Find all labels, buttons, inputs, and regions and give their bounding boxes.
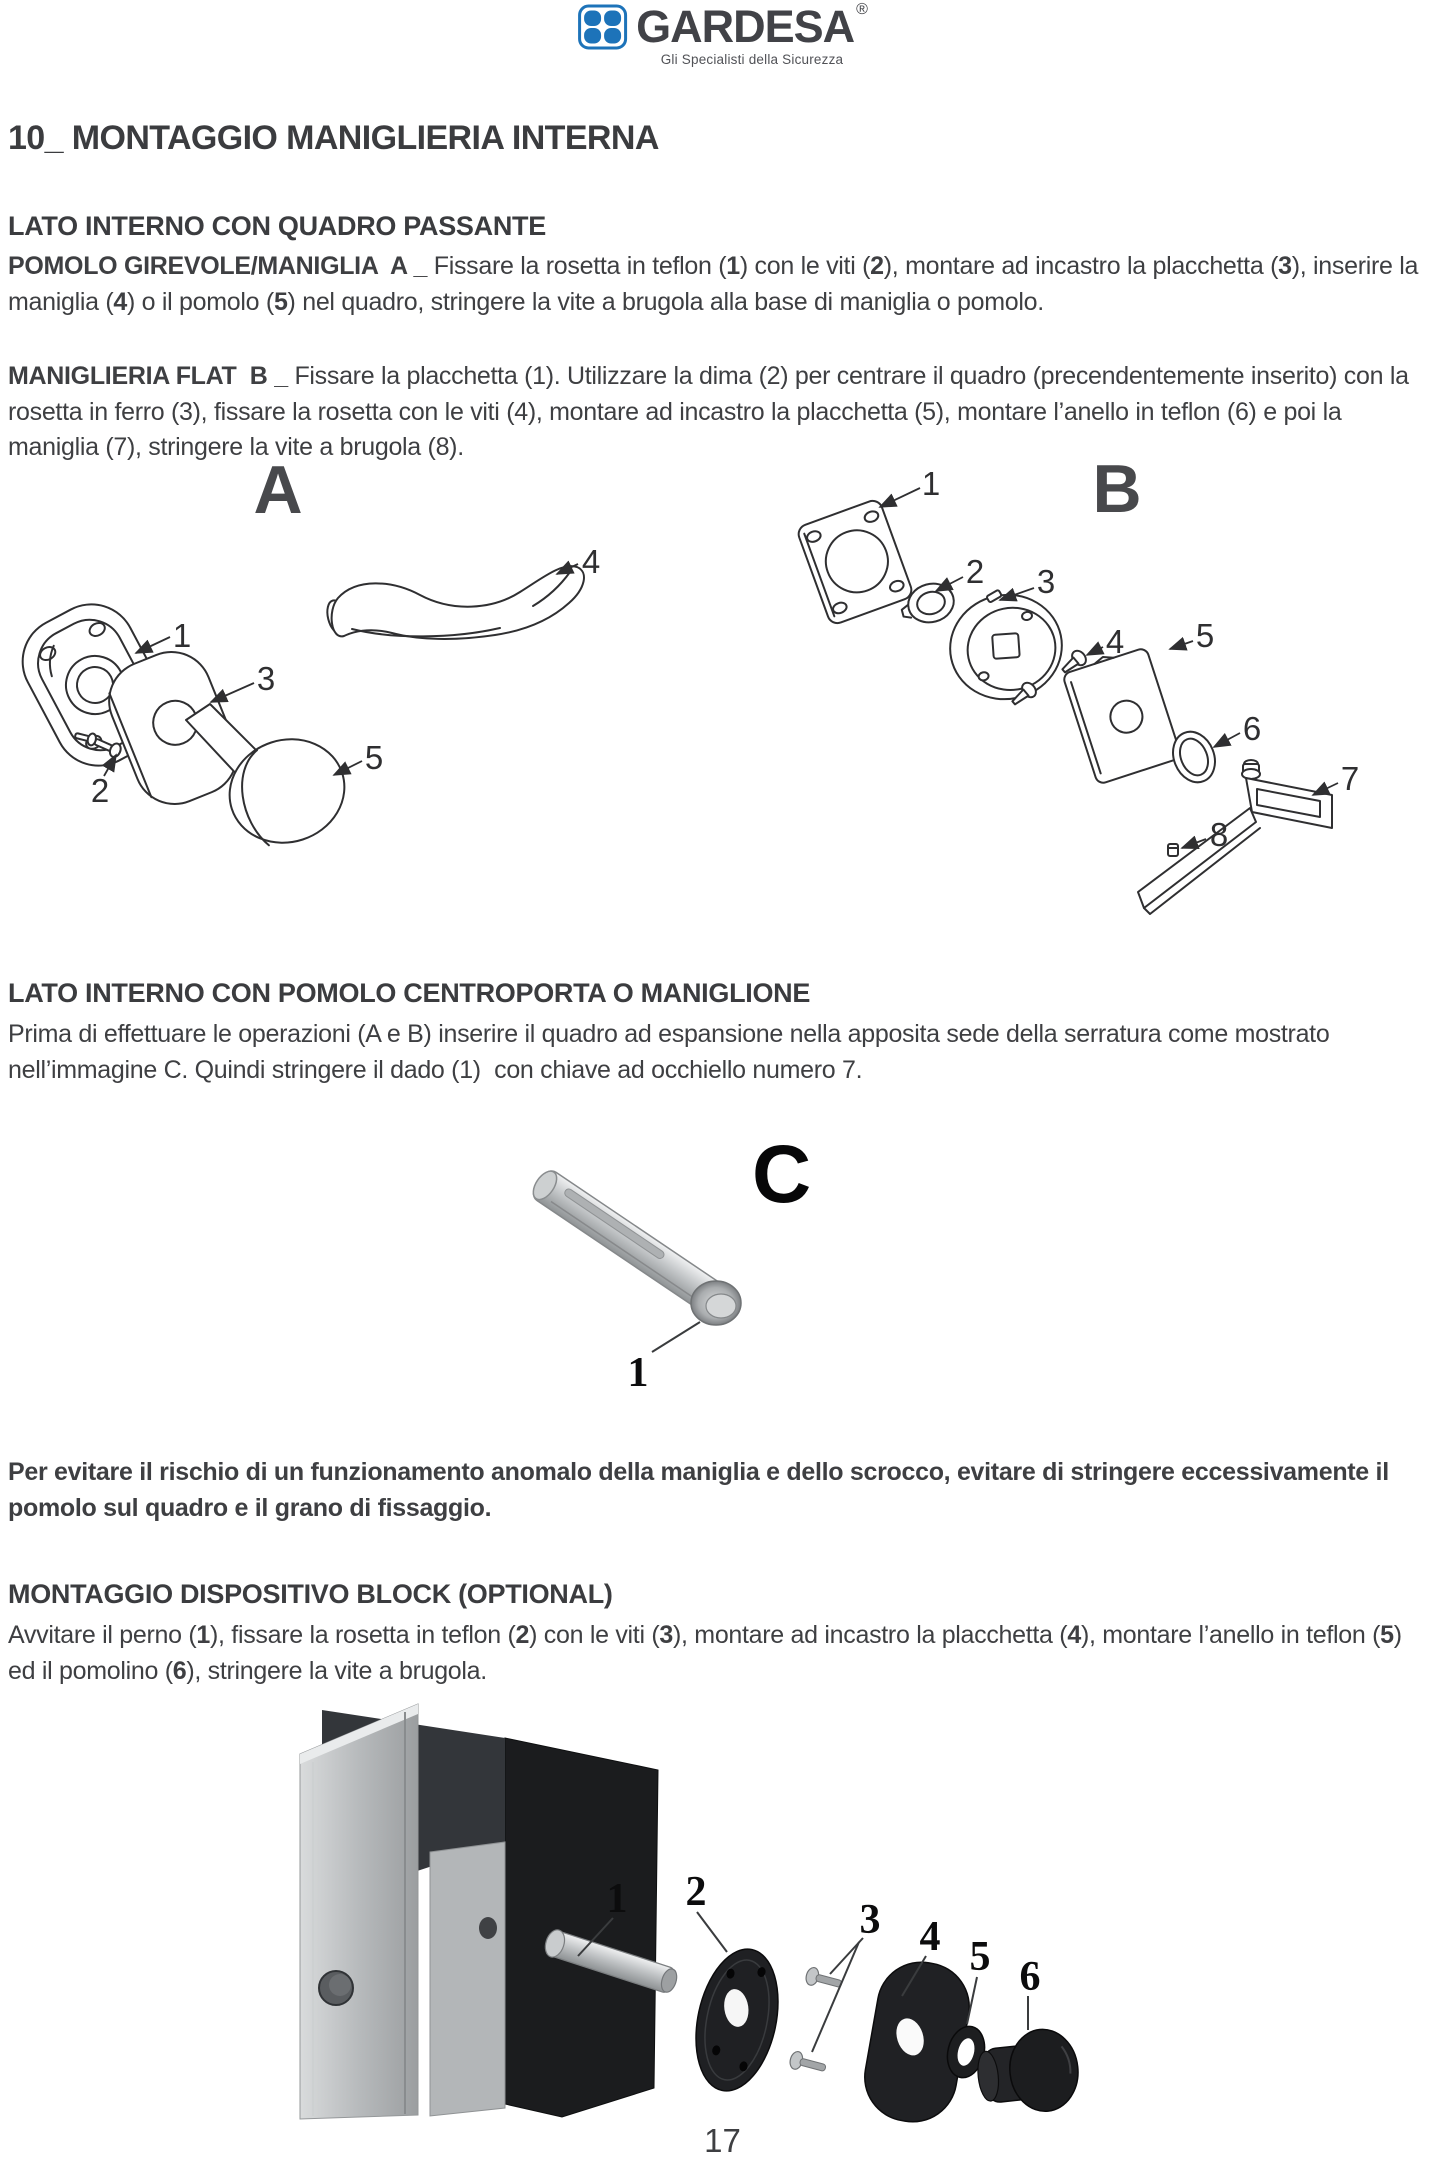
instructions-maniglieria-flat: MANIGLIERIA FLAT B _ Fissare la placchetta (1). Utilizzare la dima (2) per centrare il quadro (precendentemente inserito) con la rosetta in ferro (3), fissare la rosetta con le viti (4), montare ad incastro la placchetta (5), montare l’anello in teflon (6) e poi la maniglia (7), stringere la vite a brugola (8). <box>8 362 1416 461</box>
callout-number: 3 <box>256 660 276 697</box>
door-profile <box>300 1704 658 2119</box>
vite-part <box>804 1966 843 1993</box>
grano-part <box>1168 844 1178 856</box>
section-heading-block: MONTAGGIO DISPOSITIVO BLOCK (OPTIONAL) <box>8 1579 613 1610</box>
callout-number: 5 <box>364 739 384 776</box>
figure-ab-exploded-diagram <box>0 450 1445 950</box>
figure-label-c: C <box>752 1129 812 1220</box>
gardesa-clover-icon <box>577 4 627 50</box>
callout-number: 7 <box>1340 760 1360 797</box>
rosetta-teflon-part <box>684 1941 790 2098</box>
pomolino-part <box>974 2026 1082 2118</box>
callout-number: 5 <box>1195 617 1215 654</box>
callout-number: 4 <box>581 543 601 580</box>
page-number: 17 <box>704 2122 741 2159</box>
maniglia-flat-part <box>1138 760 1332 914</box>
instructions-pomolo-girevole: POMOLO GIREVOLE/MANIGLIA A _ Fissare la rosetta in teflon (1) con le viti (2), montare ad incastro la placchetta (3), inserire la maniglia (4) o il pomolo (5) nel quadro, stringere la vite a brugola alla base di maniglia o pomolo. <box>8 252 1425 316</box>
figure-c-quadro-espansione <box>0 1090 1445 1430</box>
section-heading-quadro-passante: LATO INTERNO CON QUADRO PASSANTE <box>8 211 546 242</box>
section-heading-centroporta: LATO INTERNO CON POMOLO CENTROPORTA O MANIGLIONE <box>8 978 811 1009</box>
callout-number: 4 <box>919 1914 941 1960</box>
callout-number: 3 <box>859 1897 881 1943</box>
diagram-b <box>796 451 1359 914</box>
callout-number: 4 <box>1105 623 1125 660</box>
callout-number: 6 <box>1242 710 1262 747</box>
vite-part <box>788 2050 827 2077</box>
callout-number: 1 <box>606 1876 628 1922</box>
instructions-centroporta: Prima di effettuare le operazioni (A e B) inserire il quadro ad espansione nella apposita sede della serratura come mostrato nell’immagine C. Quindi stringere il dado (1) con chiave ad occhiello numero 7. <box>8 1020 1337 1084</box>
vite-brugola <box>1242 760 1260 779</box>
callout-number: 1 <box>627 1350 649 1396</box>
callout-number: 1 <box>921 465 941 502</box>
placchetta-quadra-part <box>796 498 914 626</box>
callout-number: 3 <box>1036 563 1056 600</box>
callout-number: 8 <box>1209 816 1229 853</box>
logo-wordmark: GARDESA <box>636 1 855 52</box>
logo-tagline: Gli Specialisti della Sicurezza <box>660 52 844 67</box>
registered-trademark-symbol: ® <box>856 1 868 18</box>
figure-label-a: A <box>253 452 303 528</box>
dado-nut <box>691 1281 741 1325</box>
callout-number: 2 <box>685 1869 707 1915</box>
panel-emblem <box>479 1917 497 1939</box>
callout-number: 2 <box>965 553 985 590</box>
figure-label-b: B <box>1092 451 1142 527</box>
callout-number: 1 <box>172 617 192 654</box>
warning-text: Per evitare il rischio di un funzionamento anomalo della maniglia e dello scrocco, evitare di stringere eccessivamente il pomolo sul quadro e il grano di fissaggio. <box>8 1458 1396 1522</box>
callout-number: 2 <box>90 772 110 809</box>
callout-number: 6 <box>1019 1954 1041 2000</box>
maniglia-part <box>324 566 584 639</box>
page-title: 10_ MONTAGGIO MANIGLIERIA INTERNA <box>8 118 659 157</box>
quadro-espansione-rod <box>528 1166 741 1325</box>
instructions-block: Avvitare il perno (1), fissare la rosetta in teflon (2) con le viti (3), montare ad incastro la placchetta (4), montare l’anello in teflon (5) ed il pomolino (6), stringere la vite a brugola. <box>8 1621 1409 1685</box>
figure-block-exploded <box>0 1690 1445 2130</box>
gardesa-logo <box>577 1 868 67</box>
diagram-a <box>7 452 600 857</box>
callout-number: 5 <box>969 1934 991 1980</box>
